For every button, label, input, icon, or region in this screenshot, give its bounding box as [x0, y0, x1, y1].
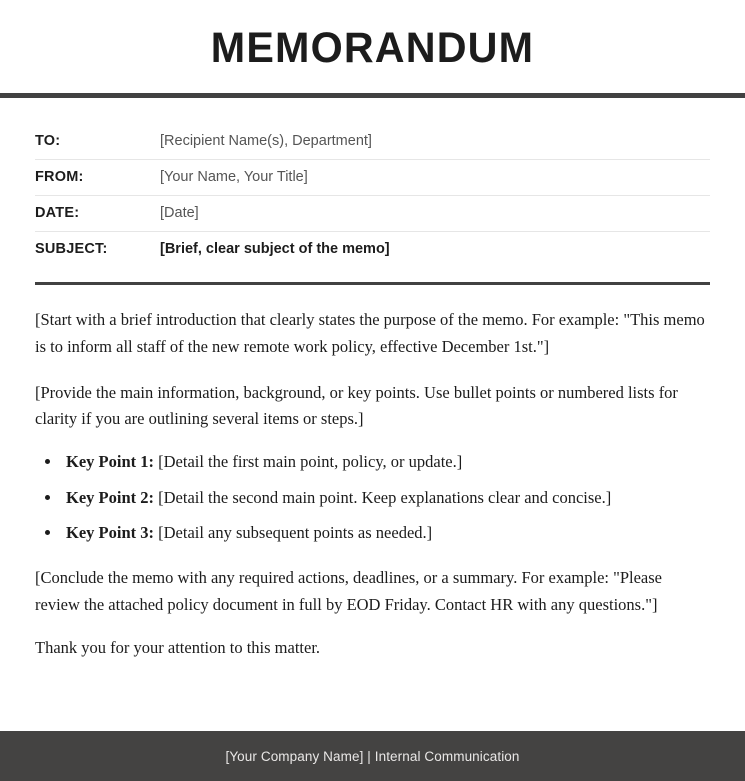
- memo-body: [0, 285, 745, 731]
- conclusion-paragraph: [Conclude the memo with any required actions, deadlines, or a summary. For example: "Please review the attached policy document in full by EOD Friday. Contact HR with any questions."]: [35, 568, 662, 614]
- meta-label-to: TO:: [35, 133, 61, 150]
- meta-value-from: [Your Name, Your Title]: [160, 169, 308, 186]
- meta-value-subject: [Brief, clear subject of the memo]: [160, 241, 390, 258]
- key-point-label: Key Point 2:: [66, 487, 154, 507]
- main-paragraph: [Provide the main information, background, or key points. Use bullet points or numbered lists for clarity if you are outlining several items or steps.]: [35, 382, 678, 429]
- meta-label-from: FROM:: [35, 169, 84, 186]
- meta-row: [35, 196, 710, 232]
- page-title: MEMORANDUM: [210, 24, 535, 72]
- key-point-text: [Detail the first main point, policy, or update.]: [154, 452, 463, 472]
- list-item: [62, 449, 710, 476]
- memo-metadata: [0, 98, 745, 265]
- key-point-label: Key Point 1:: [66, 452, 154, 472]
- list-item: [62, 485, 710, 512]
- key-point-label: Key Point 3:: [66, 523, 154, 543]
- meta-value-to: [Recipient Name(s), Department]: [160, 133, 372, 150]
- meta-row: [35, 232, 710, 265]
- closing-paragraph: Thank you for your attention to this matter.: [35, 637, 321, 657]
- title-block: [0, 0, 745, 93]
- intro-paragraph: [Start with a brief introduction that clearly states the purpose of the memo. For example: "This memo is to inform all staff of the new remote work policy, effective December 1st."]: [35, 310, 705, 356]
- meta-row: [35, 124, 710, 160]
- meta-label-subject: SUBJECT:: [35, 241, 108, 258]
- meta-value-date: [Date]: [160, 205, 199, 222]
- list-item: [62, 520, 710, 547]
- key-points-list: [35, 449, 710, 547]
- footer-text: [Your Company Name] | Internal Communication: [225, 748, 520, 764]
- key-point-text: [Detail the second main point. Keep explanations clear and concise.]: [154, 487, 612, 507]
- meta-row: [35, 160, 710, 196]
- page-footer: [0, 731, 745, 781]
- key-point-text: [Detail any subsequent points as needed.]: [154, 523, 433, 543]
- meta-label-date: DATE:: [35, 205, 80, 222]
